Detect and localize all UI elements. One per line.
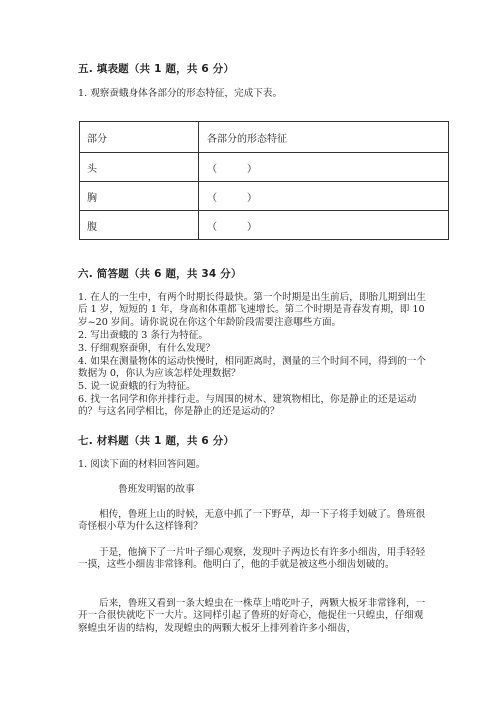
- table-cell-feature: （ ）: [199, 153, 449, 182]
- table-row: [80, 211, 449, 240]
- section6-question-4: 4. 如果在测量物体的运动快慢时，相同距离时，测量的三个时间不同，得到的一个数据为 0，你认为应该怎样处理数据？: [78, 356, 426, 380]
- section6-heading: 六. 简答题（共 6 题，共 34 分）: [78, 268, 242, 280]
- table-cell-part: 胸: [80, 182, 199, 211]
- table-cell-feature: （ ）: [199, 211, 449, 240]
- section6-question-5: 5. 说一说蚕蛾的行为特征。: [78, 381, 196, 392]
- passage-paragraph-1: 相传，鲁班上山的时候，无意中抓了一下野草，却一下子将手划破了。鲁班很奇怪根小草为什么这样锋利？: [78, 509, 426, 533]
- passage-paragraph-2: 于是，他摘下了一片叶子细心观察，发现叶子两边长有许多小细齿，用手轻轻一摸，这些小细齿非常锋利。他明白了，他的手就是被这些小细齿划破的。: [78, 547, 426, 571]
- passage-paragraph-3: 后来，鲁班又看到一条大蝗虫在一株草上啃吃叶子，两颗大板牙非常锋利，一开一合很快就吃下一大片。这同样引起了鲁班的好奇心，他捉住一只蝗虫，仔细观察蝗虫牙齿的结构，发现蝗虫的两颗大板牙上排列着许多小细齿，: [78, 598, 426, 634]
- section5-heading: 五. 填表题（共 1 题，共 6 分）: [78, 63, 235, 75]
- table-cell-feature: （ ）: [199, 182, 449, 211]
- section7-question-1: 1. 阅读下面的材料回答问题。: [78, 459, 206, 470]
- section7-heading: 七. 材料题（共 1 题，共 6 分）: [78, 435, 235, 447]
- section6-question-3: 3. 仔细观察蚕卵，有什么发现？: [78, 343, 215, 354]
- table-cell-part: 头: [80, 153, 199, 182]
- section6-question-1: 1. 在人的一生中，有两个时期长得最快。第一个时期是出生前后，即胎儿期到出生后 1 岁，短短的 1 年，身高和体重都飞速增长。第二个时期是青春发育期，即 10 岁~20 岁间。请你说说在你这个年龄阶段需要注意哪些方面。: [78, 292, 426, 328]
- section5-question-1: 1. 观察蚕蛾身体各部分的形态特征，完成下表。: [78, 88, 283, 99]
- table-row: [80, 182, 449, 211]
- table-cell-part: 腹: [80, 211, 199, 240]
- features-table: [79, 121, 449, 240]
- table-header-row: [80, 122, 449, 153]
- section6-question-2: 2. 写出蚕蛾的 3 条行为特征。: [78, 330, 208, 341]
- table-header-part: 部分: [80, 122, 199, 153]
- section6-question-6: 6. 找一名同学和你并排行走。与周围的树木、建筑物相比，你是静止的还是运动的？与这名同学相比，你是静止的还是运动的？: [78, 394, 417, 418]
- passage-title: 鲁班发明锯的故事: [118, 484, 195, 495]
- table-row: [80, 153, 449, 182]
- table-header-feature: 各部分的形态特征: [199, 122, 449, 153]
